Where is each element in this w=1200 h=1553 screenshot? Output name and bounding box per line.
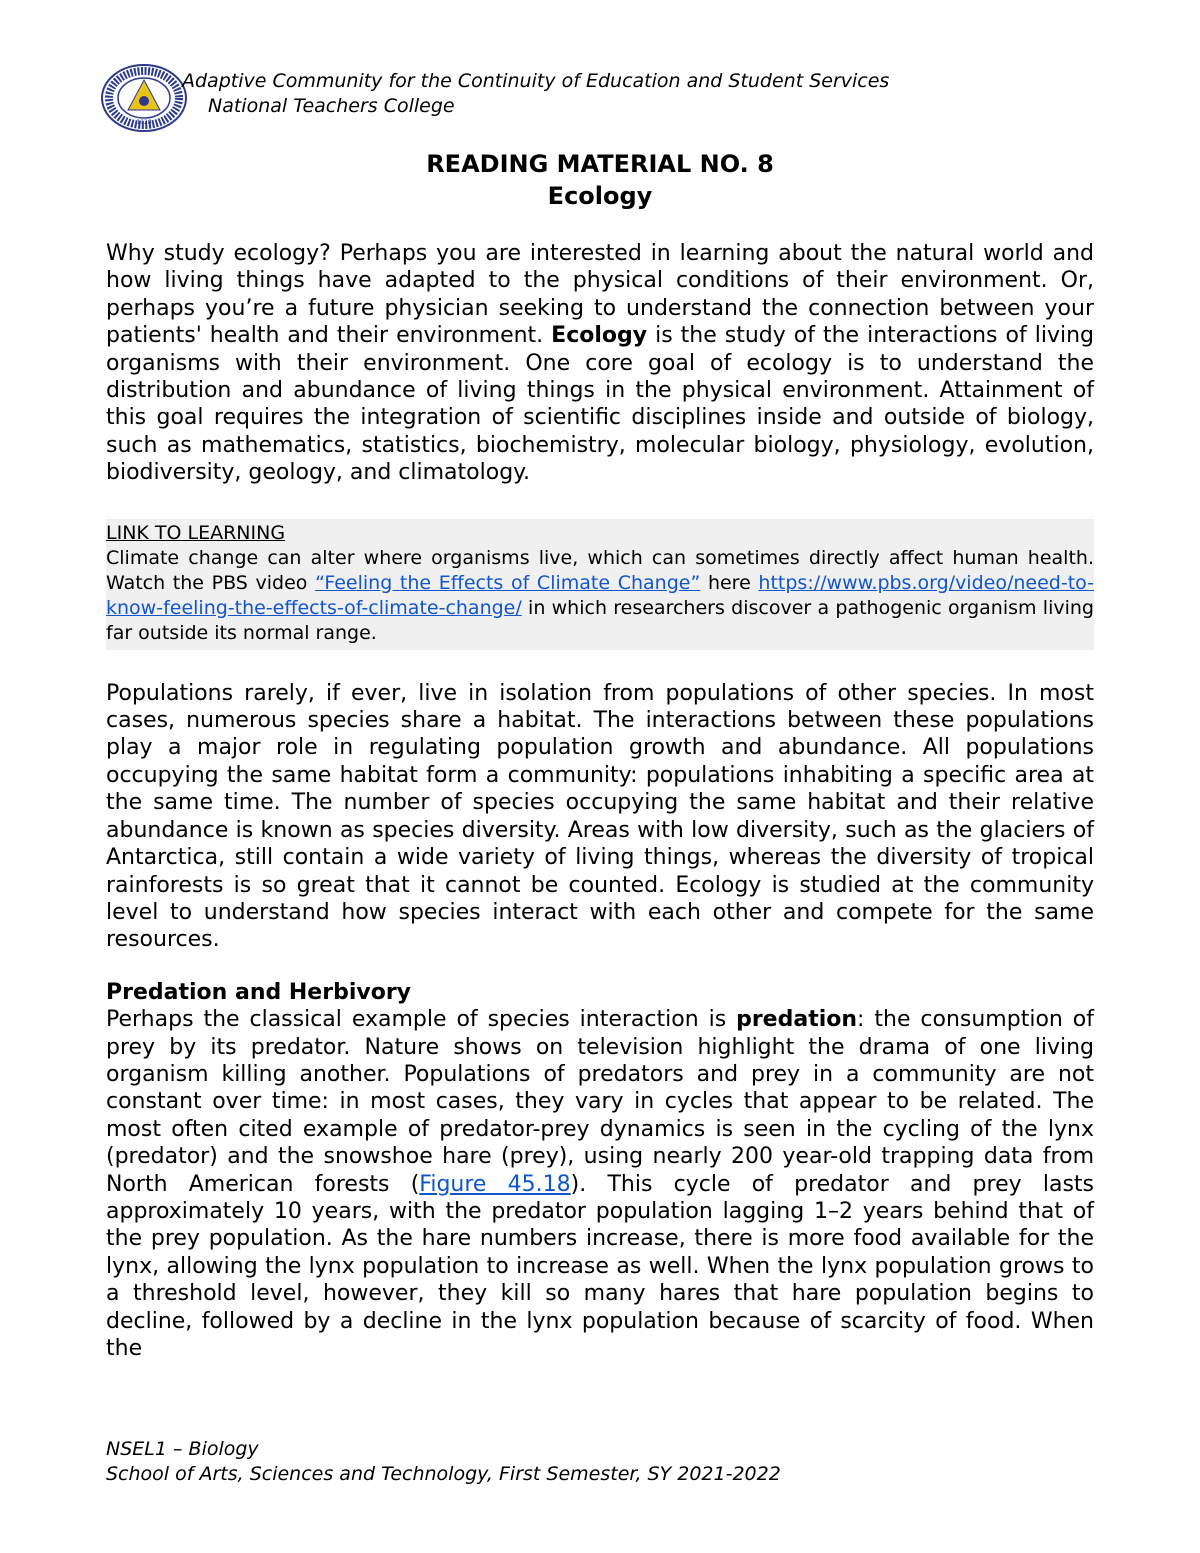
link-text-3: in which researchers discover a pathogenic organism living far outside its normal range. <box>106 596 1094 644</box>
page-footer <box>106 1437 781 1487</box>
svg-text:1928: 1928 <box>136 119 152 126</box>
intro-text-end: is the study of the interactions of living organisms with their environment. One core goal of ecology is to understand the distribution and abundance of living things in the physical environment. Attainment of this goal requires the integration of scientific disciplines inside and outside of biology, such as mathematics, statistics, biochemistry, molecular biology, physiology, evolution, biodiversity, geology, and climatology. <box>106 323 1094 486</box>
link-text-2: here <box>700 571 759 594</box>
community-paragraph: Populations rarely, if ever, live in isolation from populations of other species. In most cases, numerous species share a habitat. The interactions between these populations play a major role in regulating population growth and abundance. All populations occupying the same habitat form a community: populations inhabiting a specific area at the same time. The number of species occupying the same habitat and their relative abundance is known as species diversity. Areas with low diversity, such as the glaciers of Antarctica, still contain a wide variety of living things, whereas the diversity of tropical rainforests is so great that it cannot be counted. Ecology is studied at the community level to understand how species interact with each other and compete for the same resources. <box>106 680 1094 953</box>
intro-text-start: Why study ecology? Perhaps you are interested in learning about the natural world and how living things have adapted to the physical conditions of their environment. Or, perhaps you’re a future physician seeking to understand the connection between your patients' health and their environment. <box>106 241 1094 349</box>
predation-text-1: Perhaps the classical example of species interaction is <box>106 1007 737 1033</box>
ecology-term: Ecology <box>551 323 648 349</box>
predation-paragraph <box>106 1006 1094 1362</box>
section-heading-predation: Predation and Herbivory <box>106 979 412 1005</box>
page-subtitle: Ecology <box>547 182 653 210</box>
link-to-learning-text <box>106 546 1094 646</box>
pbs-video-url-link[interactable]: https://www.pbs.org/video/need-to-know-feeling-the-effects-of-climate-change/ <box>106 571 1094 619</box>
header-college-name: National Teachers College <box>208 95 455 117</box>
intro-paragraph <box>106 240 1094 487</box>
predation-text-3: ). This cycle of predator and prey lasts approximately 10 years, with the predator population lagging 1–2 years behind that of the prey population. As the hare numbers increase, there is more food available for the lynx, allowing the lynx population to increase as well. When the lynx population grows to a threshold level, however, they kill so many hares that hare population begins to decline, followed by a decline in the lynx population because of scarcity of food. When the <box>106 1171 1094 1361</box>
link-to-learning-heading: LINK TO LEARNING <box>106 521 286 544</box>
footer-course: NSEL1 – Biology <box>106 1438 259 1460</box>
header-institution-program: Adaptive Community for the Continuity of Education and Student Services <box>182 70 890 92</box>
video-title-link[interactable]: “Feeling the Effects of Climate Change” <box>315 571 701 594</box>
predation-text-2: : the consumption of prey by its predator. Nature shows on television highlight the drama of one living organism killing another. Populations of predators and prey in a community are not constant over time: in most cases, they vary in cycles that appear to be related. The most often cited example of predator-prey dynamics is seen in the cycling of the lynx (predator) and the snowshoe hare (prey), using nearly 200 year-old trapping data from North American forests ( <box>106 1007 1094 1197</box>
figure-45-18-link[interactable]: Figure 45.18 <box>419 1171 571 1197</box>
college-seal-logo <box>100 64 190 132</box>
link-text-1: Climate change can alter where organisms live, which can sometimes directly affect human health. Watch the PBS video <box>106 546 1094 594</box>
page-header <box>100 64 1100 134</box>
footer-school-term: School of Arts, Sciences and Technology, First Semester, SY 2021-2022 <box>106 1463 781 1485</box>
predation-term: predation <box>736 1007 858 1033</box>
link-to-learning-box <box>106 519 1094 650</box>
page-title: READING MATERIAL NO. 8 <box>426 150 774 178</box>
main-content <box>106 240 1094 1362</box>
